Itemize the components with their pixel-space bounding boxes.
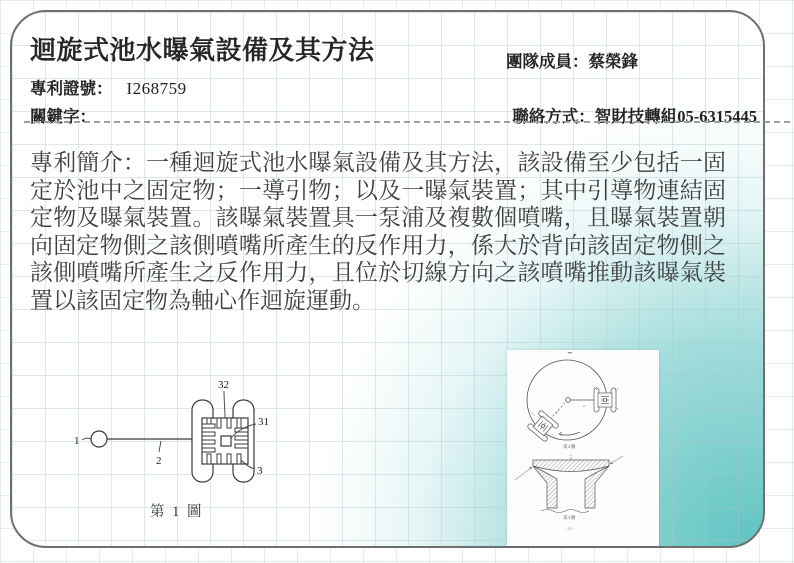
keywords-label: 關鍵字： <box>30 107 96 126</box>
figure1-drawing <box>64 374 349 532</box>
figure1-caption: 第 1 圖 <box>150 504 204 520</box>
figure1-label-hub: 31 <box>258 416 269 428</box>
funnel-top-slab <box>533 460 609 472</box>
anchor-circle <box>91 431 107 447</box>
page-number: - 24 - <box>565 526 574 531</box>
figure3-caption: 第3圖 <box>563 515 576 520</box>
leader-line <box>224 391 225 418</box>
figure1-label-anchor: 1 <box>74 435 80 447</box>
figure1-label-rope: 2 <box>156 455 162 467</box>
figure1-label-nozzle: 32 <box>218 379 229 391</box>
pivot-dot <box>566 398 571 403</box>
funnel-right-wall <box>585 466 609 508</box>
contact-info: 聯絡方式：智財技轉組05-6315445 <box>512 107 757 126</box>
leader-line <box>82 438 91 440</box>
page-title: 迴旋式池水曝氣設備及其方法 <box>30 36 375 65</box>
center-hub <box>221 436 231 446</box>
figure3-arrow-right <box>610 456 623 464</box>
nozzle-fins-right <box>235 428 248 448</box>
patent-intro: 專利簡介：一種迴旋式池水曝氣設備及其方法，該設備至少包括一固定於池中之固定物；一導引物；以及一曝氣裝置；其中引導物連結固定物及曝氣裝置。該曝氣裝置具一泵浦及複數個噴嘴，且曝氣裝置朝向固定物側之該側噴嘴所產生的反作用力，係大於背向該固定物側之該側噴嘴所產生之反作用力，且位於切線方向之該噴嘴推動該曝氣裝置以該固定物為軸心作迴旋運動。 <box>30 150 726 313</box>
patent-page-thumbnail <box>507 350 659 546</box>
figure2-caption: 第2圖 <box>563 444 576 449</box>
rope-line-dashed <box>551 403 565 418</box>
figure2-drawing <box>527 360 619 442</box>
water-line <box>541 510 589 513</box>
rotation-arrowhead <box>559 432 562 435</box>
patent-card <box>10 10 765 548</box>
aerator-device <box>594 388 616 412</box>
dashed-separator <box>24 121 790 123</box>
patent-number-label: 專利證號： <box>30 79 113 98</box>
figure3-label-top: 1 <box>570 453 572 457</box>
figure1-label-device: 3 <box>257 465 263 477</box>
figure2-label-rope: 2 <box>583 404 585 408</box>
team-members: 團隊成員：蔡榮鋒 <box>506 52 638 71</box>
funnel-left-wall <box>533 466 557 508</box>
patent-number-row <box>30 75 187 99</box>
figure3-arrow-left <box>515 467 532 480</box>
rotation-arrow <box>559 432 580 435</box>
page-header-mark <box>568 352 572 353</box>
patent-page-drawing <box>507 350 659 546</box>
patent-number-value: I268759 <box>126 79 187 98</box>
figure3-drawing <box>515 453 623 513</box>
leader-line <box>159 441 161 452</box>
